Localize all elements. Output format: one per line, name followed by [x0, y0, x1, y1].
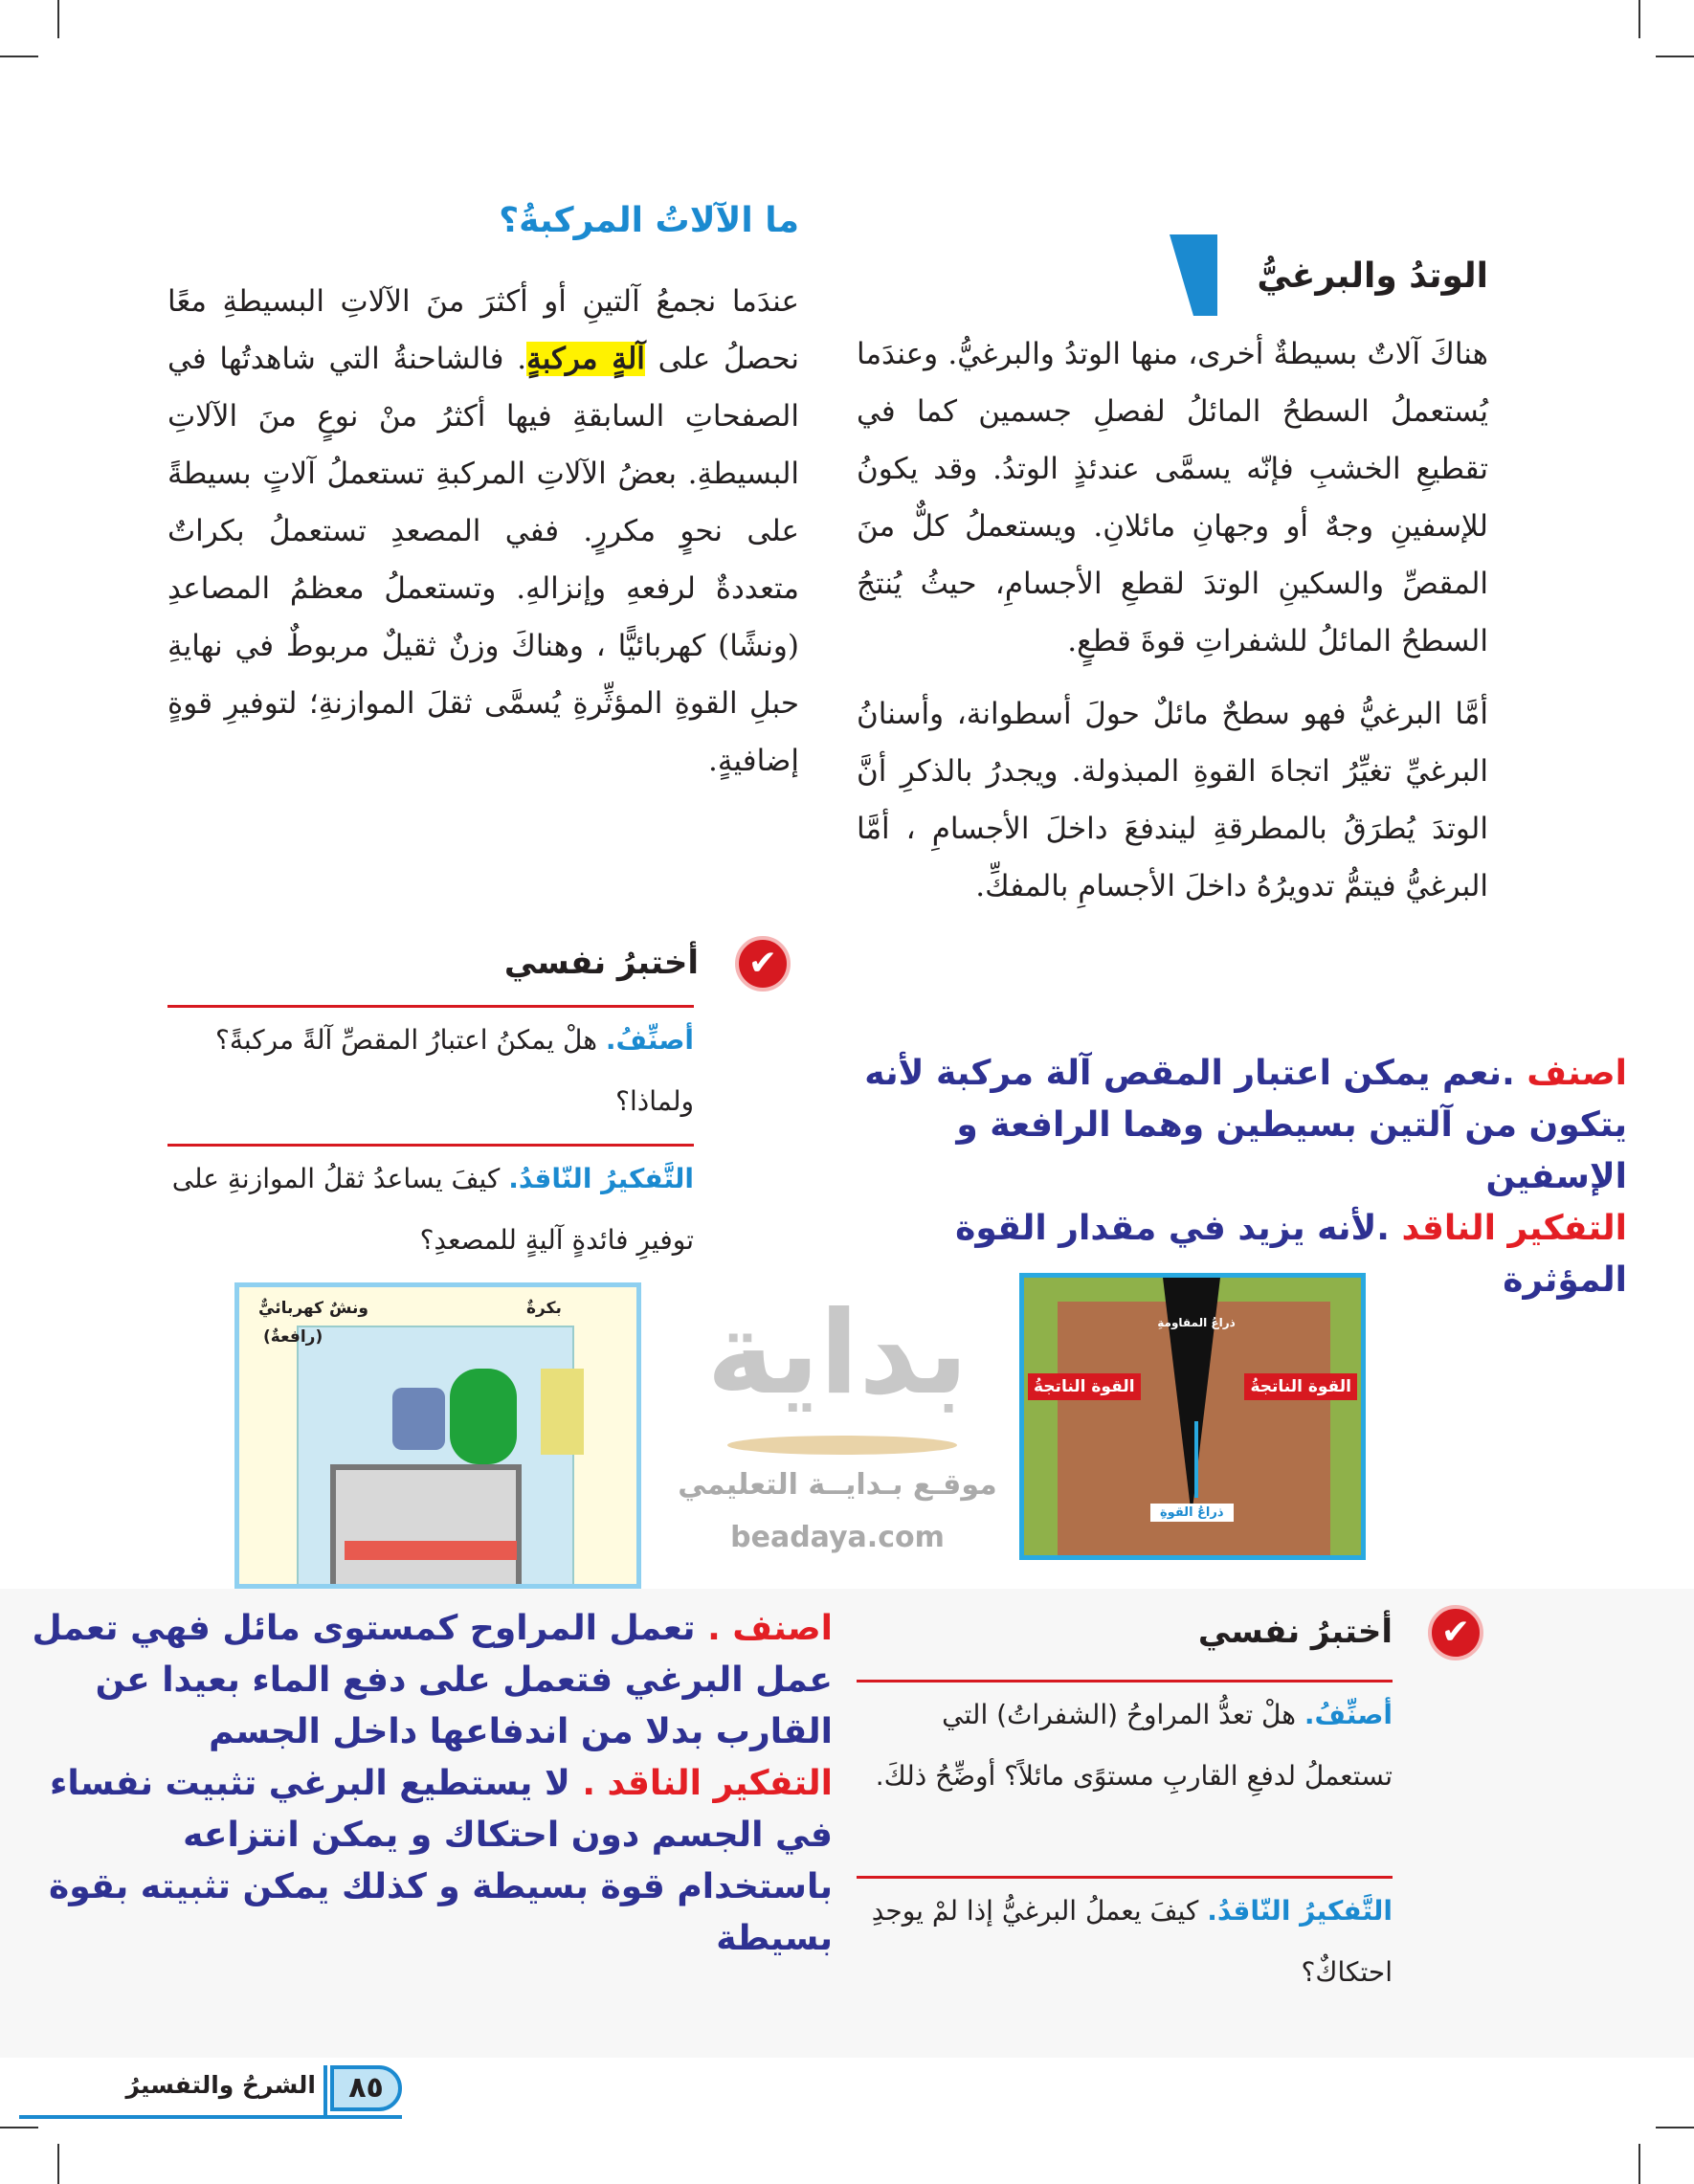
watermark-logo: بداية — [706, 1287, 969, 1420]
label-winch: ونشٌ كهربائيٌّ — [258, 1299, 368, 1318]
divider — [167, 1144, 694, 1147]
question-text: كيفَ يساعدُ ثقلُ الموازنةِ على توفيرِ فائدةٍ آليةٍ للمصعدِ؟ — [171, 1163, 694, 1256]
section-title-wedge-screw: الوتدُ والبرغيُّ — [1257, 256, 1488, 296]
question-text: كيفَ يعملُ البرغيُّ إذا لمْ يوجدِ احتكاكٌ؟ — [871, 1895, 1393, 1988]
quiz-question-critical — [167, 1148, 694, 1271]
quiz-question-critical — [857, 1881, 1393, 2003]
elevator-car — [330, 1464, 522, 1589]
answer-label-classify: اصنف — [1527, 1054, 1627, 1093]
wedge-icon — [1170, 234, 1217, 316]
label-result-right: القوة الناتجةُ — [1244, 1373, 1357, 1400]
crop-mark — [0, 56, 38, 57]
answer-text-critical: لا يستطيع البرغي تثبيت نفساء في الجسم دون احتكاك و يمكن انتزاعه باستخدام قوة بسيطة و كذلك يمكن تثبيته بقوة بسيطة — [49, 1764, 833, 1958]
highlight-term: آلةٍ مركبةٍ — [526, 342, 645, 376]
watermark-site: موقـع بـدايــة التعليمي — [678, 1468, 997, 1502]
keyword-critical: التَّفكيرُ النّاقدُ. — [1207, 1895, 1393, 1927]
crop-mark — [0, 2127, 38, 2128]
check-icon: ✔ — [1428, 1605, 1483, 1660]
keyword-critical: التَّفكيرُ النّاقدُ. — [508, 1163, 694, 1194]
answer-label-critical: التفكير الناقد — [1401, 1209, 1627, 1248]
question-text: هلْ يمكنُ اعتبارُ المقصِّ آلةً مركبةً؟ولماذا؟ — [214, 1024, 694, 1117]
label-lever: (رافعةٌ) — [263, 1327, 323, 1347]
effort-arrow — [1194, 1421, 1198, 1498]
quiz-question-classify — [167, 1010, 694, 1132]
answer-text-critical: .لأنه يزيد في مقدار القوة المؤثرة — [955, 1209, 1627, 1300]
check-icon: ✔ — [735, 936, 791, 992]
compound-text: عندَما نجمعُ آلتينِ أو أكثرَ منَ الآلاتِ البسيطةِ معًا نحصلُ على — [167, 284, 799, 376]
crop-mark — [57, 2144, 59, 2184]
section-title-compound-machines: ما الآلاتُ المركبةُ؟ — [499, 201, 799, 240]
label-resistance-arm: ذراعُ المقاومةِ — [1157, 1316, 1236, 1329]
quiz-title: أختبرُ نفسي — [503, 944, 699, 982]
elevator-diagram — [234, 1282, 641, 1589]
wedge — [1163, 1278, 1220, 1517]
watermark-url: beadaya.com — [730, 1521, 945, 1554]
label-result-left: القوة الناتجةُ — [1028, 1373, 1141, 1400]
footer-line — [19, 2115, 402, 2119]
quiz-question-classify — [857, 1684, 1393, 1807]
screw-text: أمَّا البرغيُّ فهو سطحٌ مائلٌ حولَ أسطوانة، وأسنانُ البرغيِّ تغيِّرُ اتجاهَ القوةِ المبذولة. ويجدرُ بالذكرِ أنَّ الوتدَ يُطرَقُ بالمطرقةِ ليندفعَ داخلَ الأجسامِ ، أمَّا البرغيُّ فيتمُّ تدويرُهُ داخلَ الأجسامِ بالمفكِّ. — [857, 697, 1488, 903]
label-effort-arm: ذراعُ القوةِ — [1150, 1504, 1234, 1522]
wedge-photo — [1019, 1273, 1366, 1560]
winch-motor — [392, 1388, 445, 1450]
answer-overlay-1 — [823, 1048, 1627, 1306]
divider — [857, 1680, 1393, 1683]
watermark-swoosh — [727, 1436, 957, 1455]
question-text: هلْ تعدُّ المراوحُ (الشفراتُ) التي تستعملُ لدفعِ القاربِ مستوًى مائلاً؟ أوضِّحُ ذلكَ. — [875, 1699, 1393, 1792]
label-pulley: بكرةٌ — [526, 1299, 562, 1318]
wedge-text: هناكَ آلاتٌ بسيطةٌ أخرى، منها الوتدُ والبرغيُّ. وعندَما يُستعملُ السطحُ المائلُ لفصلِ جسمين كما في تقطيعِ الخشبِ فإنّه يسمَّى عندئذٍ الوتدُ. وقد يكونُ للإسفينِ وجهٌ أو وجهانِ مائلانِ. ويستعملُ كلٌّ منَ المقصِّ والسكينِ الوتدَ لقطعِ الأجسامِ، حيثُ يُنتجُ السطحُ المائلُ للشفراتِ قوةَ قطعٍ. — [857, 337, 1488, 658]
divider — [167, 1005, 694, 1008]
crop-mark — [1638, 2144, 1640, 2184]
answer-label-classify: اصنف . — [707, 1609, 833, 1648]
divider — [857, 1876, 1393, 1879]
compound-paragraph — [167, 273, 799, 790]
footer-divider — [323, 2065, 327, 2115]
footer-section-title: الشرحُ والتفسيرُ — [125, 2071, 316, 2099]
answer-text-classify: .نعم يمكن اعتبار المقص آلة مركبة لأنه يتكون من آلتين بسيطين وهما الرافعة و الإسفين — [864, 1054, 1627, 1196]
keyword-classify: أصنِّفُ. — [1304, 1699, 1393, 1730]
answer-overlay-2 — [29, 1603, 833, 1965]
compound-text-cont: . فالشاحنةُ التي شاهدتُها في الصفحاتِ السابقةِ فيها أكثرُ منْ نوعٍ منَ الآلاتِ البسيطةِ. بعضُ الآلاتِ المركبةِ تستعملُ آلاتٍ بسيطةً على نحوٍ مكررٍ. ففي المصعدِ تستعملُ بكراتٌ متعددةٌ لرفعهِ وإنزالهِ. وتستعملُ معظمُ المصاعدِ (ونشًا) كهربائيًّا ، وهناكَ وزنٌ ثقيلٌ مربوطٌ في نهايةِ حبلِ القوةِ المؤثِّرةِ يُسمَّى ثقلَ الموازنةِ؛ لتوفيرِ قوةٍ إضافيةٍ. — [167, 342, 799, 778]
pulley — [450, 1369, 517, 1464]
crop-mark — [1638, 0, 1640, 38]
answer-text-classify: تعمل المراوح كمستوى مائل فهي تعمل عمل البرغي فتعمل على دفع الماء بعيدا عن القارب بدلا من اندفاعها داخل الجسم — [32, 1609, 833, 1751]
crop-mark — [1656, 56, 1694, 57]
answer-label-critical: التفكير الناقد . — [582, 1764, 833, 1803]
page-number: ٨٥ — [330, 2065, 402, 2111]
crop-mark — [1656, 2127, 1694, 2128]
crop-mark — [57, 0, 59, 38]
wedge-paragraph — [857, 325, 1488, 915]
keyword-classify: أصنِّفُ. — [605, 1024, 694, 1056]
quiz-title: أختبرُ نفسي — [1197, 1613, 1393, 1651]
counterweight — [541, 1369, 584, 1455]
elevator-base — [345, 1541, 517, 1560]
